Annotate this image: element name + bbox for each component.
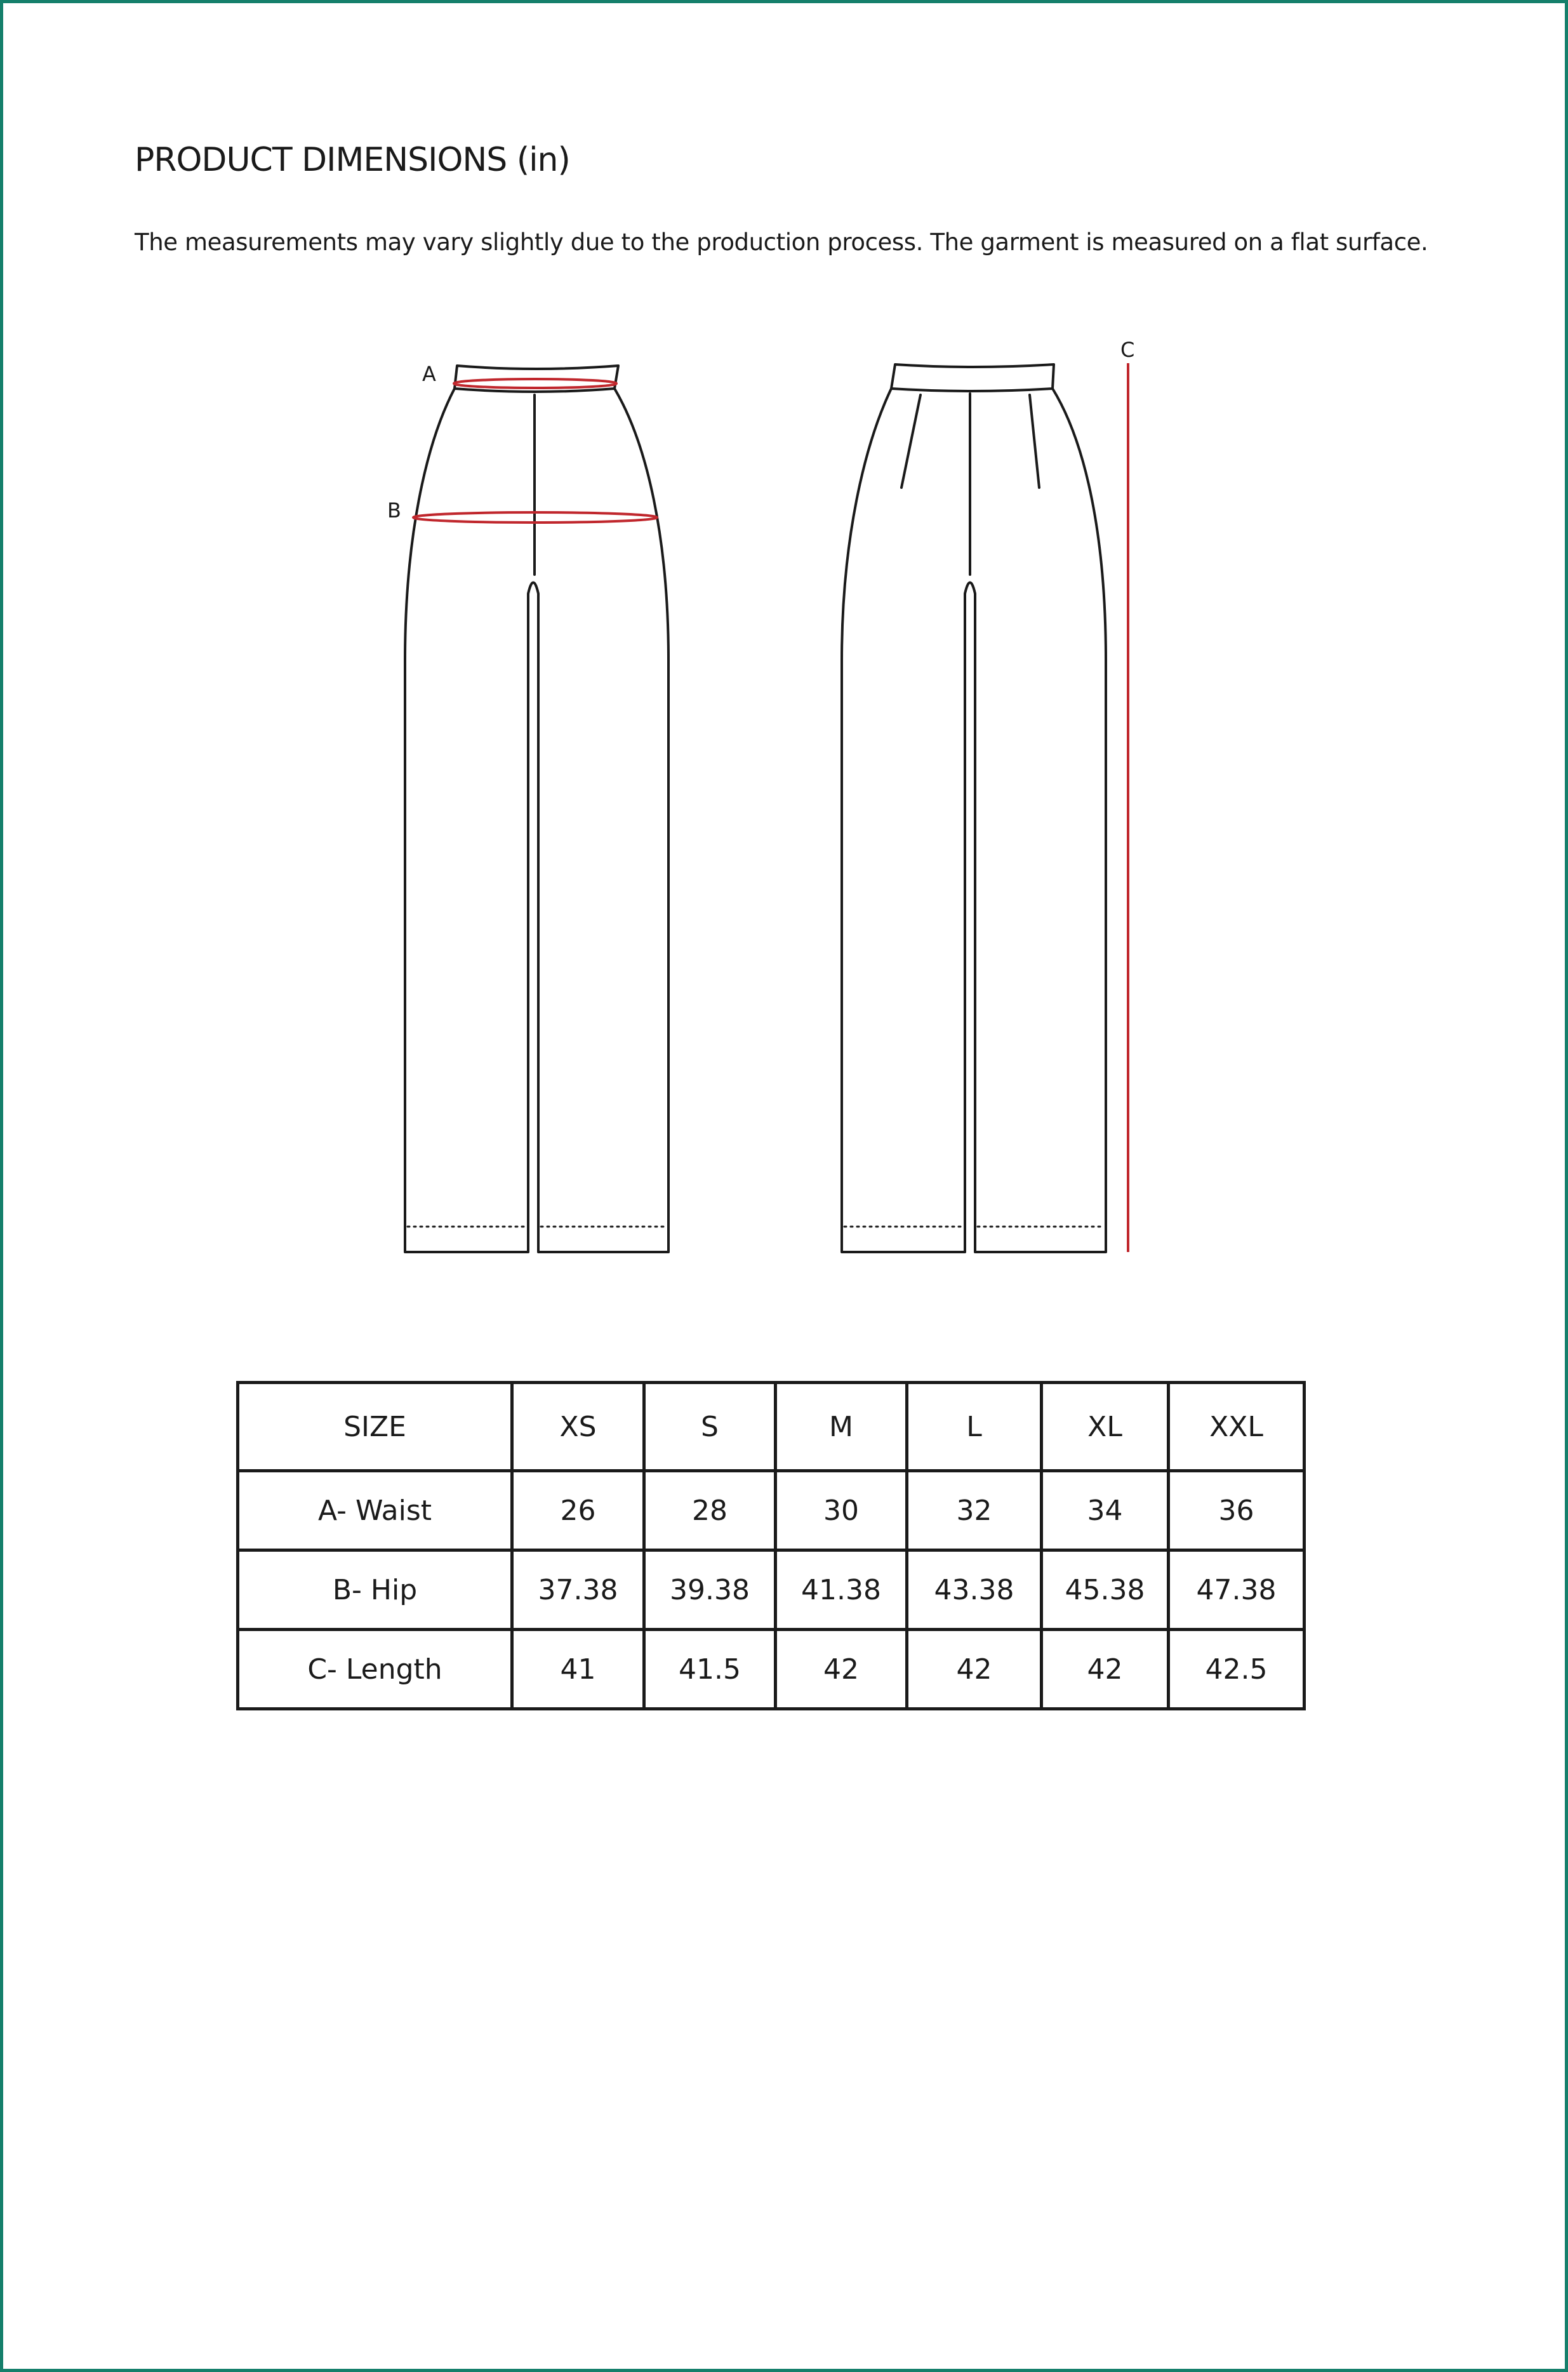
measurement-note: The measurements may vary slightly due to the production process. The garment is measured on a flat surface. bbox=[135, 229, 1428, 256]
front-pants-outline bbox=[405, 366, 668, 1252]
header-cell-size: SIZE bbox=[238, 1383, 512, 1471]
table-cell: 41.38 bbox=[776, 1550, 907, 1630]
marker-a-label: A bbox=[422, 362, 436, 386]
header-cell-xl: XL bbox=[1042, 1383, 1169, 1471]
table-cell: 42 bbox=[907, 1630, 1042, 1709]
table-cell: 42 bbox=[776, 1630, 907, 1709]
row-label: B- Hip bbox=[238, 1550, 512, 1630]
back-pants-outline bbox=[842, 364, 1106, 1252]
table-cell: 43.38 bbox=[907, 1550, 1042, 1630]
table-header-row bbox=[238, 1383, 1305, 1471]
header-cell-xxl: XXL bbox=[1169, 1383, 1305, 1471]
table-cell: 42 bbox=[1042, 1630, 1169, 1709]
table-cell: 47.38 bbox=[1169, 1550, 1305, 1630]
table-cell: 41.5 bbox=[644, 1630, 776, 1709]
table-cell: 34 bbox=[1042, 1471, 1169, 1550]
row-label: C- Length bbox=[238, 1630, 512, 1709]
header-cell-l: L bbox=[907, 1383, 1042, 1471]
marker-c-label: C bbox=[1120, 338, 1135, 362]
header-cell-xs: XS bbox=[512, 1383, 644, 1471]
table-cell: 42.5 bbox=[1169, 1630, 1305, 1709]
table-cell: 26 bbox=[512, 1471, 644, 1550]
table-cell: 39.38 bbox=[644, 1550, 776, 1630]
table-cell: 37.38 bbox=[512, 1550, 644, 1630]
page-title: PRODUCT DIMENSIONS (in) bbox=[135, 141, 570, 179]
marker-b-label: B bbox=[387, 498, 401, 523]
table-cell: 30 bbox=[776, 1471, 907, 1550]
table-cell: 28 bbox=[644, 1471, 776, 1550]
table-cell: 45.38 bbox=[1042, 1550, 1169, 1630]
table-row-waist bbox=[238, 1471, 1305, 1550]
table-row-length bbox=[238, 1630, 1305, 1709]
table-row-hip bbox=[238, 1550, 1305, 1630]
table-cell: 36 bbox=[1169, 1471, 1305, 1550]
waist-measure-line bbox=[454, 379, 616, 388]
table-cell: 41 bbox=[512, 1630, 644, 1709]
header-cell-m: M bbox=[776, 1383, 907, 1471]
size-chart-table bbox=[236, 1381, 1306, 1710]
table-cell: 32 bbox=[907, 1471, 1042, 1550]
header-cell-s: S bbox=[644, 1383, 776, 1471]
row-label: A- Waist bbox=[238, 1471, 512, 1550]
